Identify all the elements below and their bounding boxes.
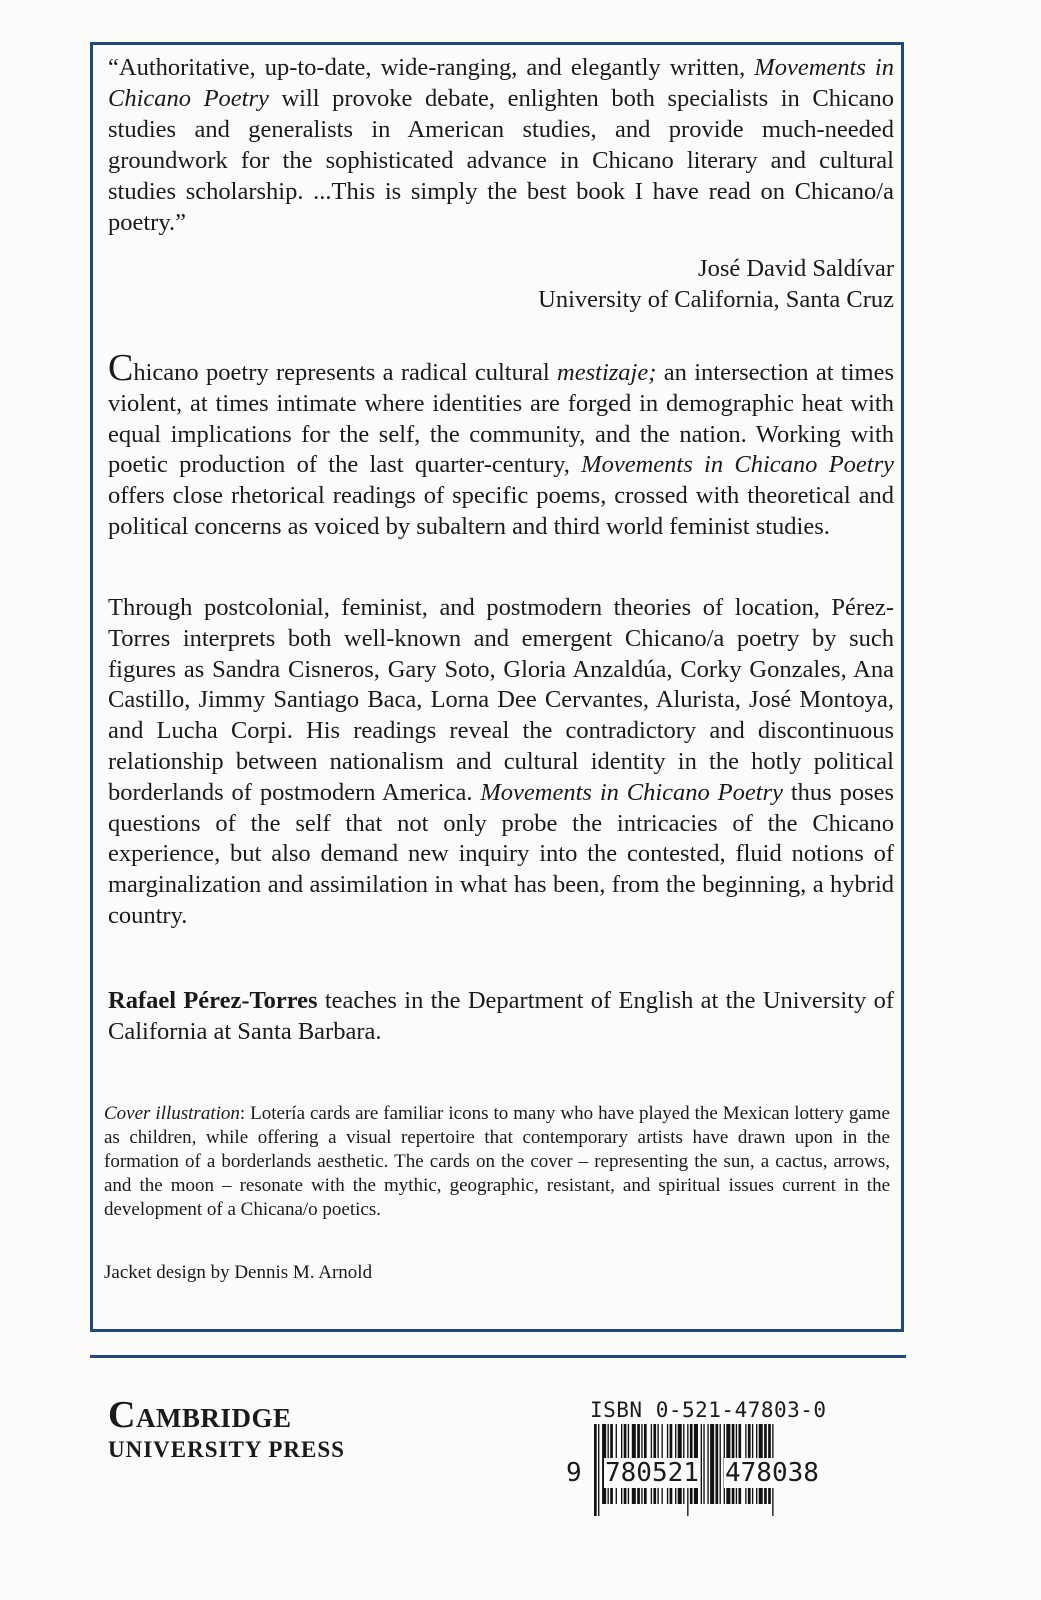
barcode-bar [703,1424,704,1504]
description-paragraph-2: Through postcolonial, feminist, and postmodern theories of location, Pérez-Torres interprets both well-known and emergent Chicano/a poetry by such figures as Sandra Cisneros, Gary Soto, Gloria Anzaldúa, Corky Gonzales, Ana Castillo, Jimmy Santiago Baca, Lorna Dee Cervantes, Alurista, José Montoya, and Lucha Corpi. His readings reveal the contradictory and discontinuous relationship between nationalism and cultural identity in the hotly political borderlands of postmodern America. Movements in Chicano Poetry thus poses questions of the self that not only probe the intricacies of the Chicano experience, but also demand new inquiry into the contested, fluid notions of marginalization and assimilation in what has been, from the beginning, a hybrid country. [108,594,895,929]
barcode-bar [710,1424,714,1504]
barcode-bar [701,1424,702,1504]
barcode-bar [716,1424,719,1504]
barcode-digits-group-2: 478038 [725,1458,819,1488]
barcode-bar [598,1424,599,1516]
quote-attribution [400,253,894,315]
publisher-logo-name: Cambridge [108,1394,292,1436]
author-bio: Rafael Pérez-Torres teaches in the Department of English at the University of California at Santa Barbara. [108,987,894,1045]
barcode-digit-lead: 9 [566,1458,582,1488]
jacket-credit: Jacket design by Dennis M. Arnold [104,1262,373,1283]
quote-affiliation: University of California, Santa Cruz [538,286,894,313]
publisher-logo-subtitle: UNIVERSITY PRESS [108,1437,345,1462]
book-title-italic: Movements in Chicano Poetry [108,54,894,112]
barcode-digits-group-1: 780521 [605,1458,699,1488]
isbn-label: ISBN 0-521-47803-0 [590,1398,827,1422]
barcode-bar [707,1424,708,1504]
divider-rule [90,1355,906,1358]
barcode-bar [720,1424,721,1504]
barcode-bar [594,1424,597,1516]
description-paragraph-1: Chicano poetry represents a radical cultural mestizaje; an intersection at times violent, at times intimate where identities are forged in demographic heat with equal implications for the self, the community, and the nation. Working with poetic production of the last quarter-century, Movements in Chicano Poetry offers close rhetorical readings of specific poems, crossed with theoretical and political concerns as voiced by subaltern and third world feminist studies. [108,347,894,540]
drop-cap: C [108,347,134,389]
cover-illustration-label: Cover illustration [104,1103,240,1124]
review-quote: “Authoritative, up-to-date, wide-ranging, and elegantly written, Movements in Chicano Poetry will provoke debate, enlighten both specialists in Chicano studies and generalists in American studies, and provide much-needed groundwork for the sophisticated advance in Chicano literary and cultural studies scholarship. ...This is simply the best book I have read on Chicano/a poetry.” [108,54,895,236]
author-name: Rafael Pérez-Torres [108,987,318,1014]
cover-illustration-note: Cover illustration: Lotería cards are familiar icons to many who have played the Mexican lottery game as children, while offering a visual repertoire that contemporary artists have drawn upon in the formation of a borderlands aesthetic. The cards on the cover – representing the sun, a cactus, arrows, and the moon – resonate with the mythic, geographic, resistant, and spiritual issues current in the development of a Chicana/o poetics. [104,1103,890,1220]
quote-author: José David Saldívar [698,255,894,282]
